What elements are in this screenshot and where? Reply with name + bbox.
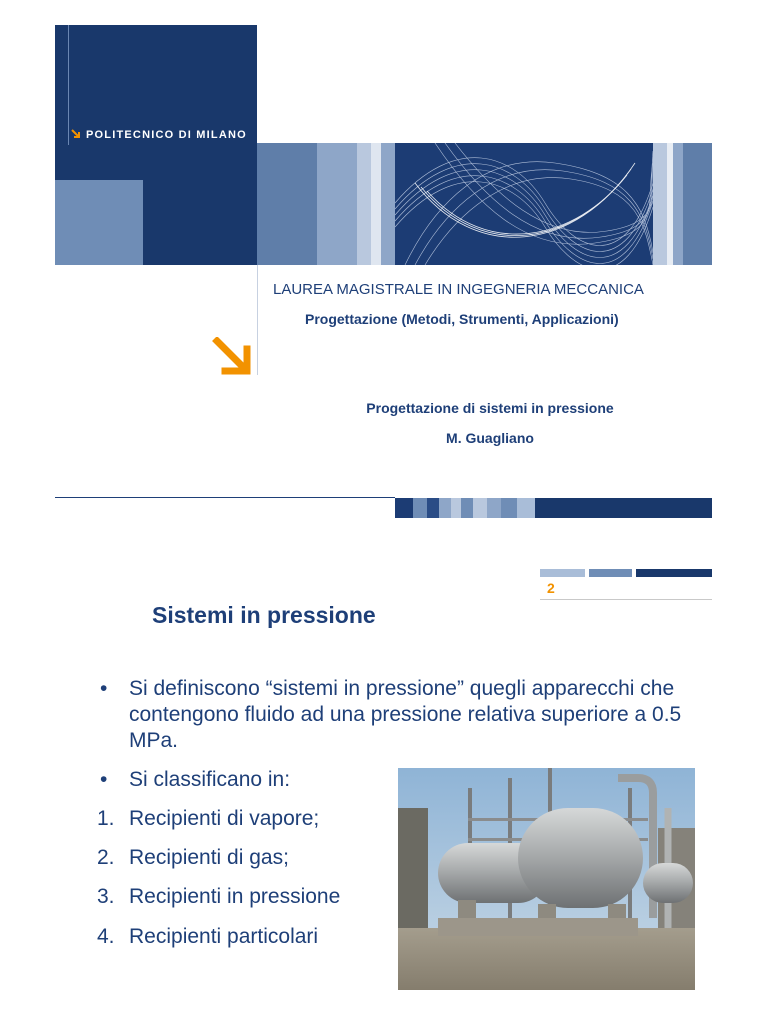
footer-stripe xyxy=(517,498,535,518)
slide-title: Sistemi in pressione xyxy=(152,602,376,628)
banner-stripe xyxy=(257,143,317,265)
industrial-pressure-vessel-photo xyxy=(398,768,695,990)
bullet-text: Si classificano in: xyxy=(129,768,291,791)
logo-square-decoration xyxy=(55,180,143,265)
footer-stripe xyxy=(535,498,712,518)
footer-stripe xyxy=(473,498,487,518)
footer-stripe xyxy=(439,498,451,518)
banner-stripe xyxy=(381,143,395,265)
orange-arrow-icon xyxy=(70,128,82,140)
bullet-text: Si definiscono “sistemi in pressione” quegli apparecchi che contengono fluido ad una pressione relativa superiore a 0.5 MPa. xyxy=(129,677,682,752)
banner-stripe xyxy=(357,143,371,265)
list-number: 3. xyxy=(97,885,115,908)
banner-stripe xyxy=(653,143,667,265)
bullet-mark: • xyxy=(100,768,108,791)
list-text: Recipienti particolari xyxy=(129,925,319,948)
list-number: 4. xyxy=(97,925,115,948)
header-stripe xyxy=(540,569,585,577)
lecture-title: Progettazione di sistemi in pressione xyxy=(366,400,614,416)
bullet-mark: • xyxy=(100,677,108,700)
list-number: 2. xyxy=(97,846,115,869)
wave-mesh-graphic xyxy=(395,143,653,265)
header-stripe xyxy=(636,569,712,577)
header-line xyxy=(540,599,712,600)
page-number: 2 xyxy=(547,580,555,596)
header-stripe xyxy=(589,569,632,577)
footer-stripe xyxy=(413,498,427,518)
institution-name: POLITECNICO DI MILANO xyxy=(86,129,247,141)
banner-stripe xyxy=(317,143,357,265)
footer-stripe xyxy=(395,498,413,518)
title-divider xyxy=(257,265,258,375)
footer-stripe xyxy=(451,498,461,518)
banner-stripe xyxy=(371,143,381,265)
list-text: Recipienti di vapore; xyxy=(129,807,320,830)
footer-stripe xyxy=(427,498,439,518)
list-text: Recipienti di gas; xyxy=(129,846,289,869)
logo-divider xyxy=(68,25,69,145)
footer-stripe xyxy=(501,498,517,518)
footer-line xyxy=(55,497,395,498)
banner-stripe xyxy=(673,143,683,265)
course-name: LAUREA MAGISTRALE IN INGEGNERIA MECCANICA xyxy=(273,281,644,298)
footer-stripe xyxy=(461,498,473,518)
list-number: 1. xyxy=(97,807,115,830)
list-text: Recipienti in pressione xyxy=(129,885,341,908)
subject-name: Progettazione (Metodi, Strumenti, Applicazioni) xyxy=(305,311,619,327)
orange-arrow-icon xyxy=(211,337,257,379)
banner-stripe xyxy=(683,143,712,265)
author-name: M. Guagliano xyxy=(446,430,534,446)
footer-stripe xyxy=(487,498,501,518)
